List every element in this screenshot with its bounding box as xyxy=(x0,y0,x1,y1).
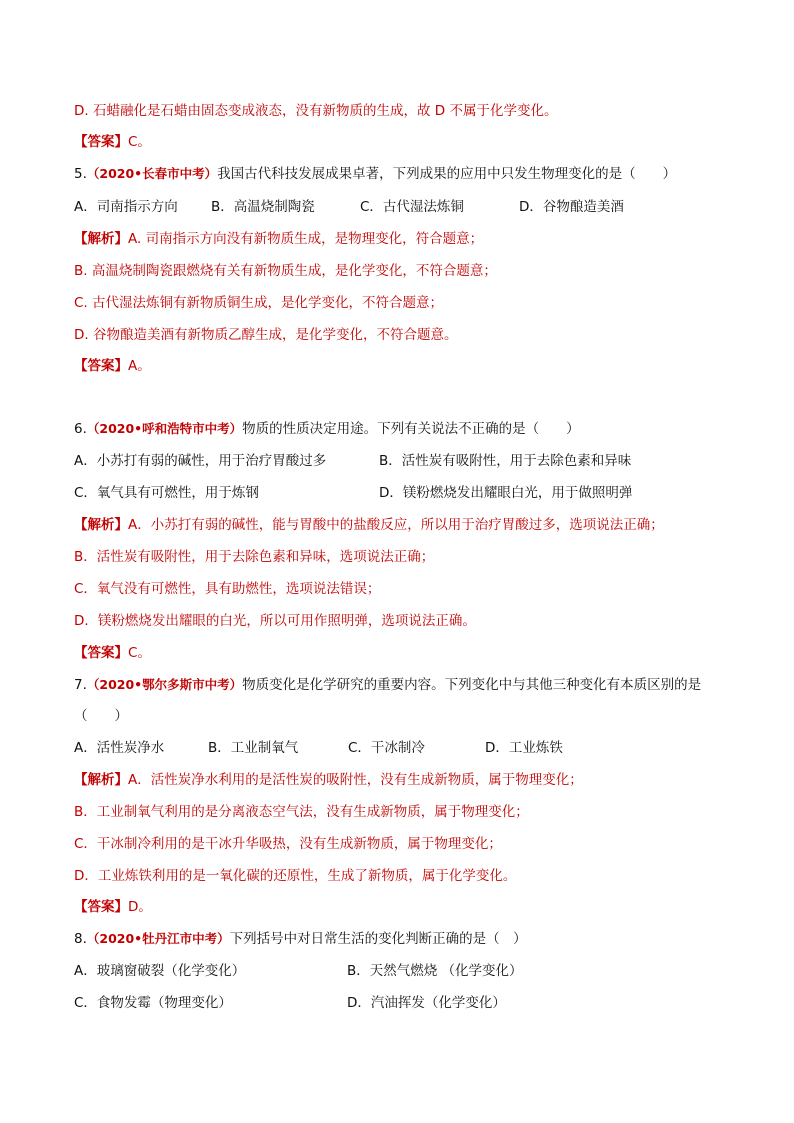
q8-stem xyxy=(74,929,527,949)
answer-value: C。 xyxy=(128,645,151,661)
analysis-line: A．活性炭净水利用的是活性炭的吸附性，没有生成新物质，属于物理变化； xyxy=(128,772,583,788)
q7-analysis-b: B．工业制氧气利用的是分离液态空气法，没有生成新物质，属于物理变化； xyxy=(74,804,529,820)
q6-stem xyxy=(74,419,580,439)
answer-tag: 【答案】 xyxy=(74,134,128,150)
answer-tag: 【答案】 xyxy=(74,645,128,661)
option-b: B．天然气燃烧 （化学变化） xyxy=(347,963,523,979)
option-a: A．玻璃窗破裂（化学变化） xyxy=(74,963,246,979)
analysis-line: A. 司南指示方向没有新物质生成，是物理变化，符合题意； xyxy=(128,231,484,247)
question-text: 物质变化是化学研究的重要内容。下列变化中与其他三种变化有本质区别的是 xyxy=(242,677,702,693)
question-text: 物质的性质决定用途。下列有关说法不正确的是（ ） xyxy=(242,421,580,437)
answer-value: A。 xyxy=(128,358,151,374)
q7-stem-bracket: （ ） xyxy=(74,708,128,724)
question-text: 我国古代科技发展成果卓著，下列成果的应用中只发生物理变化的是（ ） xyxy=(217,166,677,182)
q6-analysis-a xyxy=(74,515,664,535)
q7-stem xyxy=(74,675,701,695)
q7-analysis-c: C．干冰制冷利用的是干冰升华吸热，没有生成新物质，属于物理变化； xyxy=(74,836,502,852)
q7-analysis-d: D．工业炼铁利用的是一氧化碳的还原性，生成了新物质，属于化学变化。 xyxy=(74,868,517,884)
q7-analysis-a xyxy=(74,770,583,790)
option-b: B．工业制氧气 xyxy=(208,740,299,756)
q4-answer xyxy=(74,132,151,152)
q5-analysis-c: C. 古代湿法炼铜有新物质铜生成，是化学变化，不符合题意； xyxy=(74,295,444,311)
q6-analysis-d: D．镁粉燃烧发出耀眼的白光，所以可用作照明弹，选项说法正确。 xyxy=(74,613,476,629)
option-b: B．活性炭有吸附性，用于去除色素和异味 xyxy=(379,453,632,469)
option-d: D．汽油挥发（化学变化） xyxy=(347,995,506,1011)
question-text: 下列括号中对日常生活的变化判断正确的是（ ） xyxy=(229,931,527,947)
option-c: C．古代湿法炼铜 xyxy=(360,199,464,215)
question-number: 7. xyxy=(74,677,87,693)
analysis-tag: 【解析】 xyxy=(74,231,128,247)
option-b: B．高温烧制陶瓷 xyxy=(211,199,315,215)
q5-analysis-b: B. 高温烧制陶瓷跟燃烧有关有新物质生成，是化学变化，不符合题意； xyxy=(74,263,497,279)
option-d: D．谷物酿造美酒 xyxy=(519,199,624,215)
q6-analysis-b: B．活性炭有吸附性，用于去除色素和异味，选项说法正确； xyxy=(74,549,435,565)
analysis-line: A．小苏打有弱的碱性，能与胃酸中的盐酸反应，所以用于治疗胃酸过多，选项说法正确； xyxy=(128,517,664,533)
answer-value: D。 xyxy=(128,899,152,915)
option-d: D．镁粉燃烧发出耀眼白光，用于做照明弹 xyxy=(379,485,633,501)
question-source: （2020•呼和浩特市中考） xyxy=(86,421,243,436)
q4-analysis-d: D. 石蜡融化是石蜡由固态变成液态，没有新物质的生成，故 D 不属于化学变化。 xyxy=(74,103,558,119)
option-c: C．氧气具有可燃性，用于炼钢 xyxy=(74,485,259,501)
option-a: A．司南指示方向 xyxy=(74,199,178,215)
option-a: A．活性炭净水 xyxy=(74,740,165,756)
question-source: （2020•长春市中考） xyxy=(86,166,218,181)
q5-stem xyxy=(74,164,676,184)
option-c: C．食物发霉（物理变化） xyxy=(74,995,232,1011)
analysis-tag: 【解析】 xyxy=(74,517,128,533)
question-number: 8. xyxy=(74,931,87,947)
q5-analysis-d: D. 谷物酿造美酒有新物质乙醇生成，是化学变化，不符合题意。 xyxy=(74,327,458,343)
q5-answer xyxy=(74,356,151,376)
answer-value: C。 xyxy=(128,134,151,150)
question-source: （2020•鄂尔多斯市中考） xyxy=(86,677,243,692)
q5-analysis-a xyxy=(74,229,483,249)
q6-analysis-c: C．氧气没有可燃性，具有助燃性，选项说法错误； xyxy=(74,581,381,597)
option-a: A．小苏打有弱的碱性，用于治疗胃酸过多 xyxy=(74,453,327,469)
answer-tag: 【答案】 xyxy=(74,899,128,915)
question-number: 5. xyxy=(74,166,87,182)
q6-answer xyxy=(74,643,151,663)
question-source: （2020•牡丹江市中考） xyxy=(86,931,230,946)
answer-tag: 【答案】 xyxy=(74,358,128,374)
option-d: D．工业炼铁 xyxy=(485,740,563,756)
q7-answer xyxy=(74,897,152,917)
option-c: C．干冰制冷 xyxy=(348,740,425,756)
question-number: 6. xyxy=(74,421,87,437)
analysis-tag: 【解析】 xyxy=(74,772,128,788)
